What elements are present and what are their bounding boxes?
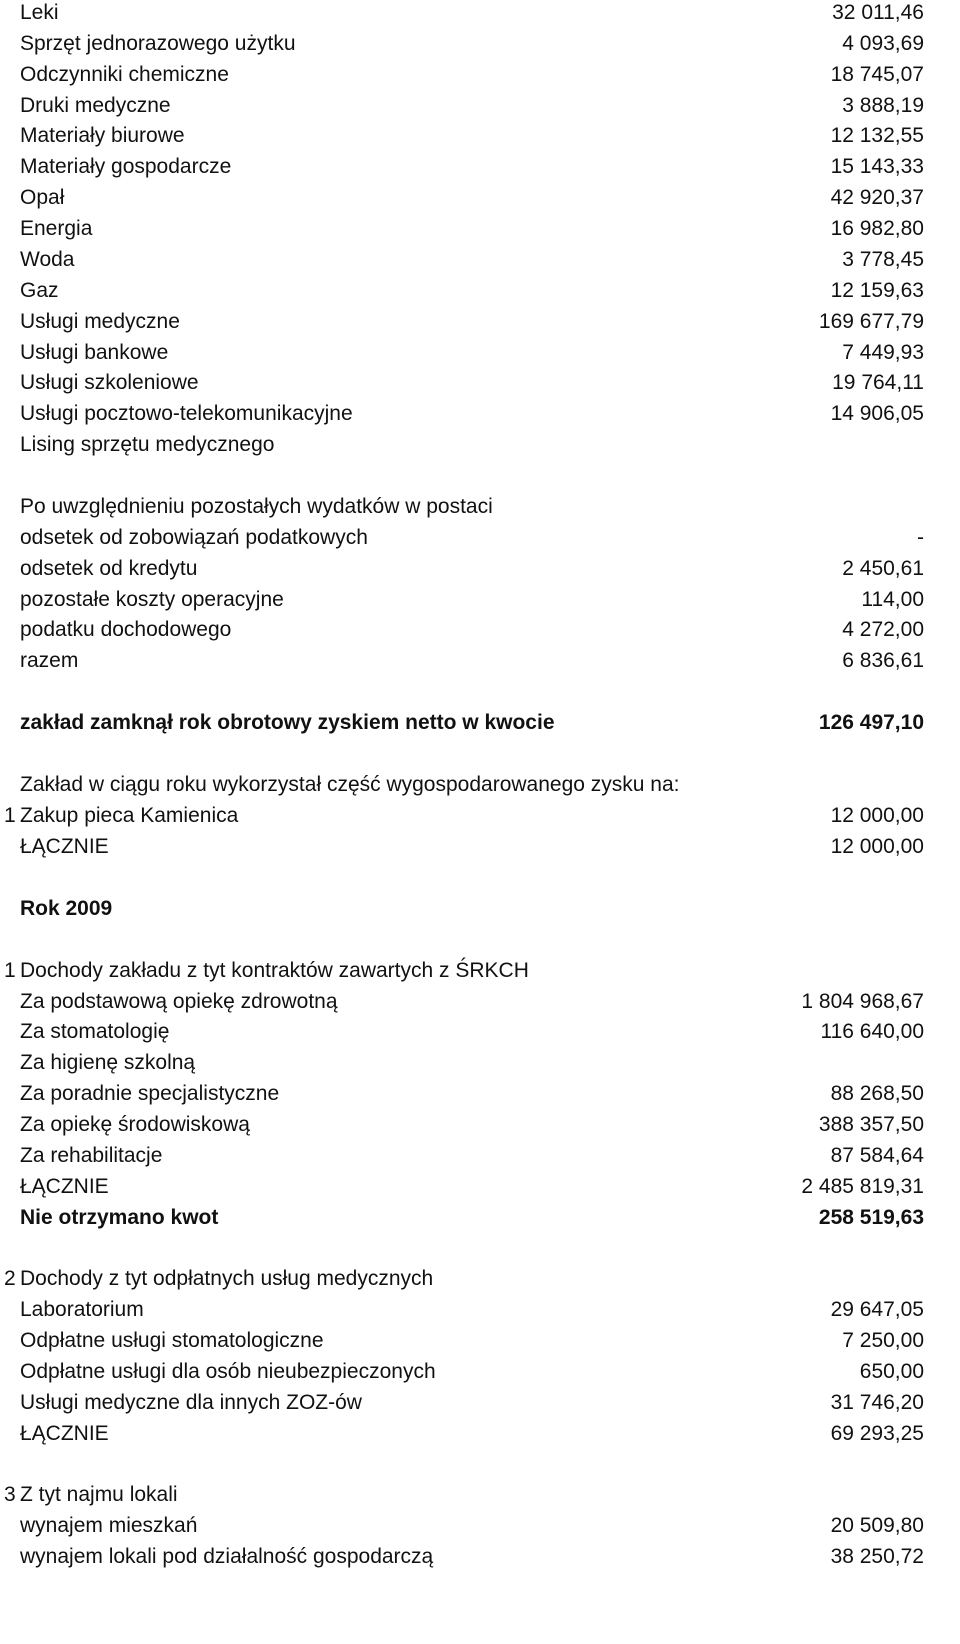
- income-row: [0, 986, 960, 1018]
- section-title-row: [0, 955, 960, 987]
- expense-value: 2 450,61: [842, 557, 924, 580]
- total-value: 12 000,00: [830, 835, 924, 858]
- cost-label: Druki medyczne: [20, 94, 171, 117]
- cost-value: 4 093,69: [842, 32, 924, 55]
- cost-label: Materiały gospodarcze: [20, 155, 232, 178]
- income-label: Za rehabilitacje: [20, 1144, 163, 1167]
- income-row: [0, 1387, 960, 1419]
- expense-label: odsetek od zobowiązań podatkowych: [20, 526, 368, 549]
- cost-value: 3 778,45: [842, 248, 924, 271]
- income-value: 1 804 968,67: [801, 990, 924, 1013]
- income-label: wynajem mieszkań: [20, 1514, 198, 1537]
- income-value: 116 640,00: [820, 1020, 924, 1043]
- year-heading: [0, 893, 960, 925]
- income-row: [0, 1294, 960, 1326]
- profit-use-label: Zakup pieca Kamienica: [20, 804, 239, 827]
- income-label: Za higienę szkolną: [20, 1051, 196, 1074]
- cost-label: Usługi pocztowo-telekomunikacyjne: [20, 402, 353, 425]
- income-row: [0, 1510, 960, 1542]
- profit-use-row: [0, 800, 960, 832]
- cost-label: Lising sprzętu medycznego: [20, 433, 275, 456]
- cost-value: 16 982,80: [830, 217, 924, 240]
- other-expenses-heading: [0, 491, 960, 523]
- income-value: 7 250,00: [842, 1329, 924, 1352]
- section-title: Z tyt najmu lokali: [20, 1483, 178, 1506]
- cost-row: [0, 398, 960, 430]
- year-heading-text: Rok 2009: [20, 897, 113, 920]
- expense-total-row: [0, 645, 960, 677]
- other-expenses-heading-text: Po uwzględnieniu pozostałych wydatków w postaci: [20, 495, 493, 518]
- section-number: 2: [4, 1267, 16, 1290]
- income-value: 650,00: [859, 1360, 924, 1383]
- income-value: 20 509,80: [830, 1514, 924, 1537]
- section-number: 3: [4, 1483, 16, 1506]
- cost-label: Gaz: [20, 279, 59, 302]
- profit-use-total-row: [0, 831, 960, 863]
- income-label: Za poradnie specjalistyczne: [20, 1082, 280, 1105]
- cost-value: 32 011,46: [832, 1, 924, 24]
- cost-row: [0, 275, 960, 307]
- cost-label: Opał: [20, 186, 65, 209]
- cost-row: [0, 28, 960, 60]
- income-row: [0, 1109, 960, 1141]
- expense-label: odsetek od kredytu: [20, 557, 198, 580]
- expense-row: [0, 522, 960, 554]
- item-number: 1: [4, 804, 16, 827]
- expense-label: razem: [20, 649, 79, 672]
- income-row: [0, 1047, 960, 1079]
- section-number: 1: [4, 959, 16, 982]
- income-row: [0, 1541, 960, 1573]
- cost-row: [0, 244, 960, 276]
- cost-row: [0, 306, 960, 338]
- income-row: [0, 1140, 960, 1172]
- cost-row: [0, 367, 960, 399]
- income-total-row: [0, 1418, 960, 1450]
- section-title-row: [0, 1263, 960, 1295]
- cost-label: Materiały biurowe: [20, 124, 185, 147]
- cost-value: 19 764,11: [832, 371, 924, 394]
- income-label: Za podstawową opiekę zdrowotną: [20, 990, 338, 1013]
- cost-row: [0, 429, 960, 461]
- cost-label: Sprzęt jednorazowego użytku: [20, 32, 296, 55]
- total-label: ŁĄCZNIE: [20, 1175, 109, 1198]
- cost-row: [0, 120, 960, 152]
- cost-value: 14 906,05: [830, 402, 924, 425]
- total-value: 69 293,25: [830, 1422, 924, 1445]
- unpaid-value: 258 519,63: [818, 1206, 924, 1229]
- expense-row: [0, 553, 960, 585]
- expense-label: podatku dochodowego: [20, 618, 232, 641]
- net-profit-value: 126 497,10: [818, 711, 924, 734]
- income-value: 87 584,64: [830, 1144, 924, 1167]
- profit-use-value: 12 000,00: [830, 804, 924, 827]
- section-title-row: [0, 1479, 960, 1511]
- income-row: [0, 1078, 960, 1110]
- expense-label: pozostałe koszty operacyjne: [20, 588, 284, 611]
- expense-row: [0, 614, 960, 646]
- profit-use-heading: [0, 769, 960, 801]
- unpaid-row: [0, 1202, 960, 1234]
- cost-label: Usługi medyczne: [20, 310, 180, 333]
- income-label: Za opiekę środowiskową: [20, 1113, 250, 1136]
- section-title: Dochody z tyt odpłatnych usług medycznych: [20, 1267, 434, 1290]
- cost-row: [0, 337, 960, 369]
- income-value: 88 268,50: [830, 1082, 924, 1105]
- cost-label: Usługi bankowe: [20, 341, 169, 364]
- income-row: [0, 1325, 960, 1357]
- expense-value: 4 272,00: [842, 618, 924, 641]
- cost-value: 42 920,37: [830, 186, 924, 209]
- cost-label: Leki: [20, 1, 59, 24]
- cost-row: [0, 151, 960, 183]
- income-label: wynajem lokali pod działalność gospodarczą: [20, 1545, 434, 1568]
- cost-row: [0, 59, 960, 91]
- total-label: ŁĄCZNIE: [20, 835, 109, 858]
- cost-value: 12 132,55: [830, 124, 924, 147]
- cost-row: [0, 0, 960, 29]
- cost-label: Odczynniki chemiczne: [20, 63, 229, 86]
- expense-row: [0, 584, 960, 616]
- cost-value: 3 888,19: [842, 94, 924, 117]
- income-value: 38 250,72: [830, 1545, 924, 1568]
- income-label: Odpłatne usługi stomatologiczne: [20, 1329, 324, 1352]
- cost-label: Energia: [20, 217, 93, 240]
- expense-value: -: [917, 526, 924, 549]
- cost-row: [0, 182, 960, 214]
- cost-value: 18 745,07: [830, 63, 924, 86]
- income-row: [0, 1356, 960, 1388]
- section-title: Dochody zakładu z tyt kontraktów zawartych z ŚRKCH: [20, 959, 529, 982]
- cost-label: Usługi szkoleniowe: [20, 371, 199, 394]
- cost-value: 169 677,79: [818, 310, 924, 333]
- cost-label: Woda: [20, 248, 75, 271]
- income-value: 29 647,05: [830, 1298, 924, 1321]
- cost-row: [0, 90, 960, 122]
- income-total-row: [0, 1171, 960, 1203]
- income-label: Odpłatne usługi dla osób nieubezpieczonych: [20, 1360, 436, 1383]
- income-row: [0, 1016, 960, 1048]
- total-label: ŁĄCZNIE: [20, 1422, 109, 1445]
- expense-value: 114,00: [861, 588, 924, 611]
- cost-value: 12 159,63: [830, 279, 924, 302]
- cost-row: [0, 213, 960, 245]
- income-label: Laboratorium: [20, 1298, 144, 1321]
- income-label: Usługi medyczne dla innych ZOZ-ów: [20, 1391, 362, 1414]
- income-label: Za stomatologię: [20, 1020, 170, 1043]
- income-value: 388 357,50: [818, 1113, 924, 1136]
- expense-value: 6 836,61: [842, 649, 924, 672]
- unpaid-label: Nie otrzymano kwot: [20, 1206, 219, 1229]
- cost-value: 15 143,33: [830, 155, 924, 178]
- net-profit-row: [0, 707, 960, 739]
- cost-value: 7 449,93: [842, 341, 924, 364]
- net-profit-label: zakład zamknął rok obrotowy zyskiem netto w kwocie: [20, 711, 555, 734]
- income-value: 31 746,20: [830, 1391, 924, 1414]
- total-value: 2 485 819,31: [801, 1175, 924, 1198]
- profit-use-heading-text: Zakład w ciągu roku wykorzystał część wygospodarowanego zysku na:: [20, 773, 680, 796]
